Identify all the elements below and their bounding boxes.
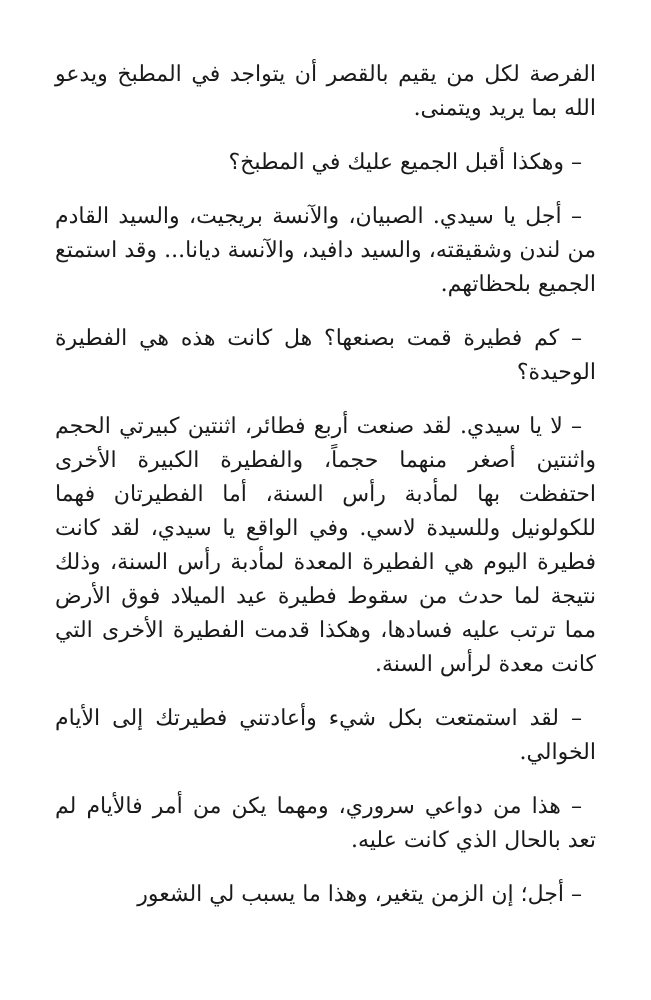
dialogue-line: – هذا من دواعي سروري، ومهما يكن من أمر فالأيام لم تعد بالحال الذي كانت عليه. xyxy=(55,794,596,853)
dialogue-line: – لا يا سيدي. لقد صنعت أربع فطائر، اثنتين كبيرتي الحجم واثنتين أصغر منهما حجماً، والفطيرة الكبيرة الأخرى احتفظت بها لمأدبة رأس السنة، أما الفطيرتان فهما للكولونيل وللسيدة لاسي. وفي الواقع يا سيدي، لقد كانت فطيرة اليوم هي الفطيرة المعدة لمأدبة رأس السنة، وذلك نتيجة لما حدث من سقوط فطيرة عيد الميلاد فوق الأرض مما ترتب عليه فسادها، وهكذا قدمت الفطيرة الأخرى التي كانت معدة لرأس السنة. xyxy=(55,414,596,677)
dialogue-line: – أجل يا سيدي. الصبيان، والآنسة بريجيت، والسيد القادم من لندن وشقيقته، والسيد دافيد، والآنسة ديانا... وقد استمتع الجميع بلحظاتهم. xyxy=(55,204,596,297)
dialogue-line: – لقد استمتعت بكل شيء وأعادتني فطيرتك إلى الأيام الخوالي. xyxy=(55,706,596,765)
dialogue-line: – أجل؛ إن الزمن يتغير، وهذا ما يسبب لي الشعور xyxy=(137,882,582,907)
paragraph-continuation: الفرصة لكل من يقيم بالقصر أن يتواجد في المطبخ ويدعو الله بما يريد ويتمنى. xyxy=(55,62,596,121)
dialogue-line: – كم فطيرة قمت بصنعها؟ هل كانت هذه هي الفطيرة الوحيدة؟ xyxy=(55,326,596,385)
book-page xyxy=(55,58,596,912)
dialogue-line: – وهكذا أقبل الجميع عليك في المطبخ؟ xyxy=(228,150,582,175)
